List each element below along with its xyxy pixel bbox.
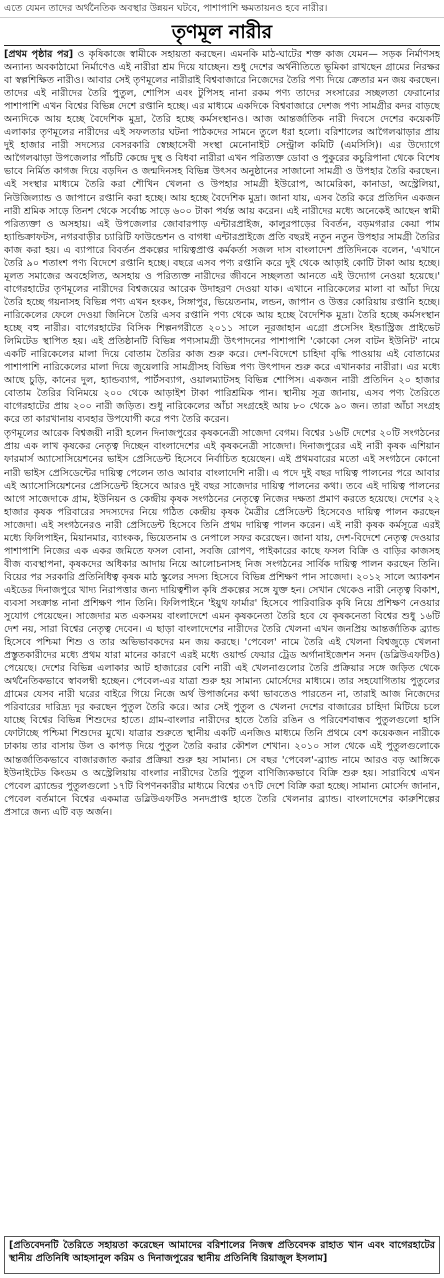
continuation-kicker: [প্রথম পৃষ্ঠার পর]	[4, 49, 74, 60]
headline-divider	[4, 45, 440, 46]
contributor-credit-box: [প্রতিবেদনটি তৈরিতে সহায়তা করেছেন আমাদের বরিশালের নিজস্ব প্রতিবেদক রাহাত খান এবং বাগেরহাটের স্থানীয় প্রতিনিধি আহসানুল করিম ও দিনাজপুরের স্থানীয় প্রতিনিধি রিয়াজুল ইসলাম]	[4, 1236, 440, 1274]
paragraph-text: ও কৃষিকাজে স্বামীকে সহায়তা করছেন। এমনকি মাঠ-ঘাটের শক্ত কাজ যেমন— সড়ক নির্মাণসহ অন্যান্য অবকাঠামো নির্মাণেও এই নারীরা শ্রম দিয়ে যাচ্ছেন। শুধু দেশের অর্থনীতিতে ভূমিকা রাখছেন গ্রামের নিরক্ষর বা স্বল্পশিক্ষিত নারীও। আবার সেই তৃণমূলের নারীরাই বিশ্ববাজারে নিজেদের তৈরি পণ্য দিয়ে ক্রেতার মন জয় করছেন। তাদের এই নারীদের তৈরি পুতুল, শোপিস এবং টুপিসহ নানা রকম পণ্য তাদের সংসারের সচ্ছলতা ফেরানোর পাশাপাশি এখন বিশ্বের বিভিন্ন দেশে রপ্তানি হচ্ছে। এর মাধ্যমে একদিকে বিশ্ববাজারে দেশজ পণ্য সামগ্রীর কদর বাড়ছে অন্যদিকে আয় হচ্ছে বৈদেশিক মুদ্রা, তৈরি হচ্ছে কর্মসংস্থানও। আজ আন্তর্জাতিক নারী দিবসে দেশের কয়েকটি এলাকার তৃণমূলের নারীদের এই সফলতার ঘটনা পাঠকদের সামনে তুলে ধরা হলো। বরিশালের আগৈলঝাড়ার প্রায় দুই হাজার নারী সদস্যের বেসরকারি স্বেচ্ছাসেবী সংস্থা মেনোনাইট সেন্ট্রাল কমিটি (এমসিসি)। এর উদ্যোগে আগৈলঝাড়া উপজেলার পাঁচটি কেন্দ্রে দুস্থ ও বিধবা নারীরা এখন পরিত্যক্ত ডোবা ও পুকুরের কচুরিপানা থেকে বিশেষ ভাবে নির্মিত কাগজ দিয়ে বড়দিন ও জন্মদিনসহ বিভিন্ন উৎসব অনুষ্ঠানের সাজানো সামগ্রী ও উপহার তৈরি করছেন। এই সংস্থার মাধ্যমে তৈরি করা শৌখিন খেলনা ও উপহার সামগ্রী ইউরোপ, আমেরিকা, কানাডা, অস্ট্রেলিয়া, নিউজিল্যান্ড ও জাপানে রপ্তানি করা হচ্ছে। আয় হচ্ছে বৈদেশিক মুদ্রা। জানা যায়, এসব তৈরি করে প্রতিদিন একজন নারী শ্রমিক সাড়ে তিনশ থেকে সর্বোচ্চ সাড়ে ৬০০ টাকা পর্যন্ত আয় করেন। এই নারীদের মধ্যে অনেকেই আছেন স্বামী পরিত্যক্তা ও অসহায়। এই উপজেলার জোবারপাড় এন্টারপ্রাইজ, কালুরপাড়ের বিবর্তন, বড়মগরার কেয়া পাম হ্যান্ডিক্রাফটস, নগরবাড়ীর চ্যারিটি ফাউন্ডেশন ও বাগধা এন্টারপ্রাইজে প্রতি বছরই নতুন নতুন উপহার সামগ্রী তৈরির কাজ করা হয়। এ ব্যাপারে বিবর্তন প্রকল্পের দায়িত্বপ্রাপ্ত কর্মকর্তা সজল দাস বাংলাদেশ প্রতিদিনকে বলেন, 'এখানে তৈরি ৯০ শতাংশ পণ্য বিদেশে রপ্তানি হচ্ছে। বছরে এসব পণ্য রপ্তানি করে দুই থেকে আড়াই কোটি টাকা আয় হচ্ছে। মূলত সমাজের অবহেলিত, অসহায় ও পরিত্যক্ত নারীদের জীবনে সচ্ছলতা আনতে এই উদ্যোগ নেওয়া হয়েছে।' বাগেরহাটের তৃণমূলের নারীদের বিশ্বজয়ের আরেক উদাহরণ দেওয়া যাক। এখানে নারিকেলের মালা বা আঁচা দিয়ে তৈরি হচ্ছে গয়নাসহ বিভিন্ন পণ্য এখন হংকং, সিঙ্গাপুর, ভিয়েতনাম, লন্ডন, জাপান ও উত্তর কোরিয়ায় রপ্তানি হচ্ছে। নারিকেলের ফেলে দেওয়া জিনিসে তৈরি এসব রপ্তানি পণ্য থেকে আয় হচ্ছে বৈদেশিক মুদ্রা। তৈরি হচ্ছে কর্মসংস্থান হচ্ছে বহু নারীর। বাগেরহাটের বিসিক শিল্পনগরীতে ২০১১ সালে নূরজাহান এগ্রো প্রসেসিং ইন্ডাস্ট্রিজ প্রাইভেট লিমিটেড স্থাপিত হয়। এই প্রতিষ্ঠানটি বিভিন্ন পণ্যসামগ্রী উৎপাদনের পাশাপাশি 'কোকো সেল বাটন ইউনিট' নামে একটি নারিকেলের মালা দিয়ে বোতাম তৈরির কাজ শুরু করে। দেশ-বিদেশে চাহিদা বৃদ্ধি পাওয়ায় এই বোতামের পাশাপাশি নারিকেলের মালা দিয়ে জুয়েলারি সামগ্রীসহ বিভিন্ন পণ্য উৎপাদন শুরু করে এখানকার নারীরা। এর মধ্যে আছে চুড়ি, কানের দুল, হ্যান্ডব্যাগ, পার্টসব্যাগ, ওয়ালম্যাটসহ বিভিন্ন শোপিস। একজন নারী প্রতিদিন ২০ হাজার বোতাম তৈরির বিনিময়ে ২০০ থেকে আড়াইশ টাকা পারিশ্রমিক পান। স্থানীয় সূত্র জানায়, এসব পণ্য তৈরিতে বাগেরহাটের প্রায় ২০০ নারী জড়িত। শুধু নারিকেলের আঁচা সংগ্রহেই আয় ৮০ থেকে ৯০ জন। তারা আঁচা সংগ্রহ করে তা কারখানায় ব্যবহার উপযোগী করে পণ্য তৈরি করেন।	[4, 49, 440, 426]
paragraph-text: তৃণমূলের আরেক বিশ্বজয়ী নারী হলেন দিনাজপুরের কৃষকনেত্রী সাজেদা বেগম। বিশ্বের ১৬টি দেশের ২০টি সংগঠনের প্রায় এক লাখ কৃষকের নেতৃত্ব দিচ্ছেন বাংলাদেশের এই কৃষকনেত্রী সাজেদা। দিনাজপুরের এই নারী কৃষক এশিয়ান ফারমার্স অ্যাসোসিয়েশনের ভাইস প্রেসিডেন্ট হিসেবে নির্বাচিত হয়েছেন। এই প্রথমবারের মতো এই সংগঠনে কোনো নারী ভাইস প্রেসিডেন্টের দায়িত্ব পেলেন তাও আবার বাংলাদেশি নারী। এ পদে দুই বছর দায়িত্ব পালনের পরে আবার এই অ্যাসোসিয়েশনের প্রেসিডেন্ট হিসেবে আরও দুই বছর সাজেদার দায়িত্ব পালনের কথা। তবে এই দায়িত্ব পালনের আগে সাজেদাকে গ্রাম, ইউনিয়ন ও কেন্দ্রীয় কৃষক সংগঠনের নেতৃত্বে নিজের দক্ষতা প্রমাণ করতে হয়েছে। দেশের ২২ হাজার কৃষক পরিবারের সদস্যদের নিয়ে গঠিত কেন্দ্রীয় কৃষক মৈত্রীর প্রেসিডেন্ট হিসেবেও দায়িত্ব পালন করছেন সাজেদা। এই সংগঠনেরও নারী প্রেসিডেন্ট হিসেবে তিনি প্রথম দায়িত্ব পালন করেন। এই নারী কৃষক কর্মসূত্রে এরই মধ্যে ফিলিপাইন, মিয়ানমার, ব্যাংকক, ভিয়েতনাম ও নেপালে সফর করেছেন। জানা যায়, দেশ-বিদেশে নেতৃত্ব দেওয়ার পাশাপাশি নিজের এক একর জমিতে ফসল বোনা, সবজি রোপণ, পাইকারের কাছে ফসল বিক্রি ও বাড়ির কাজসহ বীজ ব্যবস্থাপনা, কৃষকদের অধিকার আদায় নিয়ে আলোচনাসহ নিজ সংগঠনের সার্বিক দায়িত্ব পালন করছেন তিনি। বিয়ের পর সরকারি প্রতিনিধিত্ব কৃষক মাঠ স্কুলের সদস্য হিসেবে বিভিন্ন প্রশিক্ষণ পান সাজেদা। ২০১২ সালে অ্যাকশন এইডের দিনাজপুরে খাদ্য নিরাপত্তার জন্য দায়িত্বশীল কৃষি প্রকল্পের সঙ্গে যুক্ত হন। সেখান থেকেও নারী নেতৃত্ব বিকাশ, ব্যবসা সংক্রান্ত নানা প্রশিক্ষণ পান তিনি। ফিলিপাইনে 'ইয়ুথ ফার্মার' হিসেবে পারিবারিক কৃষি নিয়ে প্রশিক্ষণ নেওয়ার সুযোগ পেয়েছেন। সাজেদার মত একসময় বাংলাদেশে এমন কৃষকনেতা তৈরি হবে যে কৃষকনেতা বিশ্বের শুধু ১৬টি দেশ নয়, সারা বিশ্বের নেতৃত্ব দেবেন। এ ছাড়া বাংলাদেশের নারীদের তৈরি খেলনা এখন জনপ্রিয় আন্তর্জাতিক ব্র্যান্ড হিসেবে পশ্চিমা শিশু ও তার অভিভাবকদের মন জয় করছে। 'পেবেল' নামে তৈরি এই খেলনা বিশ্বজুড়ে খেলনা প্রস্তুতকারীদের মধ্যে প্রথম যারা মানের কারণে এরই মধ্যে ওয়ার্ল্ড ফেয়ার ট্রেড অর্গানাইজেশন সনদ (ডব্লিউএফটিও) পেয়েছে। দেশের বিভিন্ন এলাকার আট হাজারের বেশি নারী এই খেলনাগুলোর তৈরি প্রক্রিয়ার সঙ্গে জড়িত থেকে অর্থনৈতিকভাবে স্বাবলম্বী হচ্ছেন। পেবেল-এর যাত্রা শুরু হয় সামান্য মোর্সেদের মাধ্যমে। তার সহযোগিতায় পুতুলের গ্রামের যেসব নারী ঘরের বাইরে গিয়ে নিজে অর্থ উপার্জনের কথা ভাবতেও পারতেন না, তারাই আজ নিজেদের পরিবারের দারিদ্র্য দূর করছেন পুতুল তৈরি করে। আর সেই পুতুল ও খেলনা দেশের বাজারের চাহিদা মিটিয়ে চলে যাচ্ছে বিশ্বের বিভিন্ন শিশুদের হাতে। গ্রাম-বাংলার নারীদের হাতে তৈরি রঙিন ও পরিবেশবান্ধব পুতুলগুলো হাসি ফোটাচ্ছে পশ্চিমা শিশুদের মুখে। যাত্রার শুরুতে স্থানীয় একটি এনজিও মাধ্যমে তিনি প্রথমে বেশ কয়েকজন নারীকে ঢাকায় তার বাসায় উল ও কাপড় দিয়ে পুতুল তৈরি করার কৌশল শেখান। ২০১০ সাল থেকে এই পুতুলগুলোকে আন্তর্জাতিকভাবে বাজারজাত করার প্রক্রিয়া শুরু হয় সামান্য। সে বছর 'পেবেল'-ব্র্যান্ড নামে আরও বড় আঙ্গিকে ইউনাইটেড কিংডম ও অস্ট্রেলিয়ায় বাংলার নারীদের তৈরি পুতুল বাণিজ্যিকভাবে বিক্রি শুরু হয়। সারাবিশ্বে এখন পেবেল ব্র্যান্ডের পুতুলগুলো ১৭টি বিপণনকারীর মাধ্যমে বিশ্বের ৩৭টি দেশে বিক্রি করা হচ্ছে। সামান্য মোর্সেদ জানান, পেবেল বর্তমানে বিশ্বের একমাত্র ডব্লিউএফটিও সনদপ্রাপ্ত হাতে তৈরি খেলনার ব্র্যান্ড। বাংলাদেশের কারুশিল্পের প্রসারে জন্য এটি বড় অর্জন।	[4, 428, 440, 818]
article-paragraph	[4, 427, 440, 818]
article-paragraph	[4, 48, 440, 426]
article-headline: তৃণমূল নারীর	[171, 21, 273, 43]
article-body	[4, 48, 440, 1233]
previous-article-fragment: এতে যেমন তাদের অর্থনৈতিক অবস্থার উন্নয়ন ঘটবে, পাশাপাশি ক্ষমতায়নও হবে নারীর।	[0, 0, 444, 18]
